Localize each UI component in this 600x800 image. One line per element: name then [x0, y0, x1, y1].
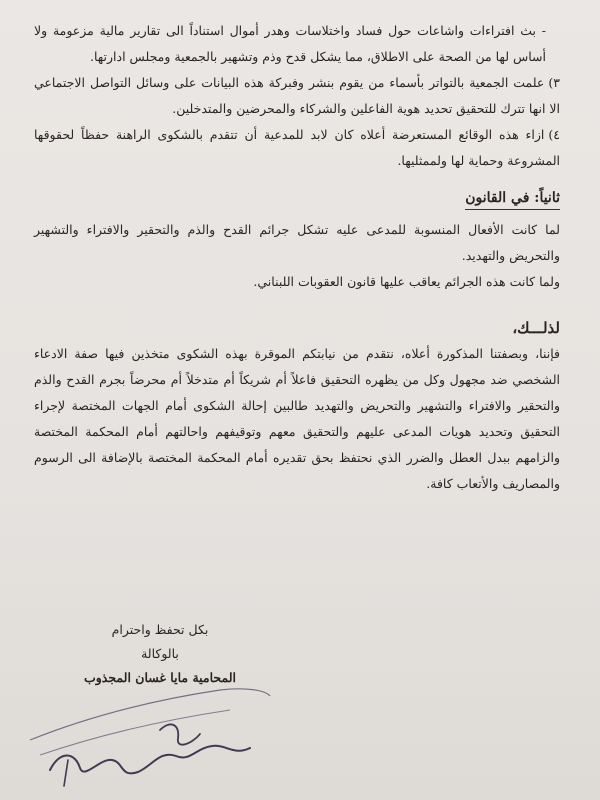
law-paragraph-2: ولما كانت هذه الجرائم يعاقب عليها قانون العقوبات اللبناني.	[253, 274, 560, 289]
item-number: ٣)	[548, 75, 560, 90]
bullet-paragraph: - بث افتراءات واشاعات حول فساد واختلاسات وهدر أموال استناداً الى تقارير مالية مزعومة ولا أساس لها من الصحة على الاطلاق، مما يشكل قدح وذم وتشهير بالجمعية ومجلس ادارتها.	[34, 23, 546, 64]
closing-salutation: بكل تحفظ واحترام	[111, 622, 209, 637]
numbered-item-4	[34, 122, 560, 174]
handwritten-signature	[20, 660, 280, 790]
law-paragraph-1: لما كانت الأفعال المنسوبة للمدعى عليه تشكل جرائم القدح والذم والتحقير والافتراء والتشهير والتحريض والتهديد.	[34, 222, 560, 263]
law-section-heading: ثانياً: في القانون	[465, 188, 560, 210]
item-text: علمت الجمعية بالتواتر بأسماء من يقوم بنشر وفبركة هذه البيانات على وسائل التواصل الاجتماعي الا انها تترك للتحقيق تحديد هوية الفاعلين والشركاء والمحرضين والمتدخلين.	[34, 75, 560, 116]
lawyer-name: المحامية مايا غسان المجذوب	[83, 670, 237, 685]
closing-by-proxy: بالوكالة	[141, 646, 179, 661]
conclusion-heading: لذلـــك،	[512, 319, 560, 337]
numbered-item-3	[34, 70, 560, 122]
item-number: ٤)	[548, 127, 560, 142]
conclusion-paragraph: فإننا، وبصفتنا المذكورة أعلاه، نتقدم من نيابتكم الموقرة بهذه الشكوى متخذين فيها صفة الادعاء الشخصي ضد مجهول وكل من يظهره التحقيق فاعلاً أم شريكاً أم متدخلاً أم محرضاً بجرم القدح والذم والتحقير والافتراء والتشهير والتحريض والتهديد طالبين إحالة الشكوى أمام الجهات المختصة لإجراء التحقيق وتحديد هويات المدعى عليهم والتحقيق معهم وتوقيفهم واحالتهم أمام المحكمة المختصة والزامهم ببدل العطل والضرر الذي نحتفظ بحق تقديره أمام المحكمة المختصة بالإضافة الى الرسوم والمصاريف والأتعاب كافة.	[34, 346, 560, 491]
item-text: ازاء هذه الوقائع المستعرضة أعلاه كان لابد للمدعية أن تتقدم بالشكوى الراهنة حفظاً لحقوقها المشروعة وحماية لها ولممثليها.	[34, 127, 560, 168]
document-body	[34, 10, 560, 497]
